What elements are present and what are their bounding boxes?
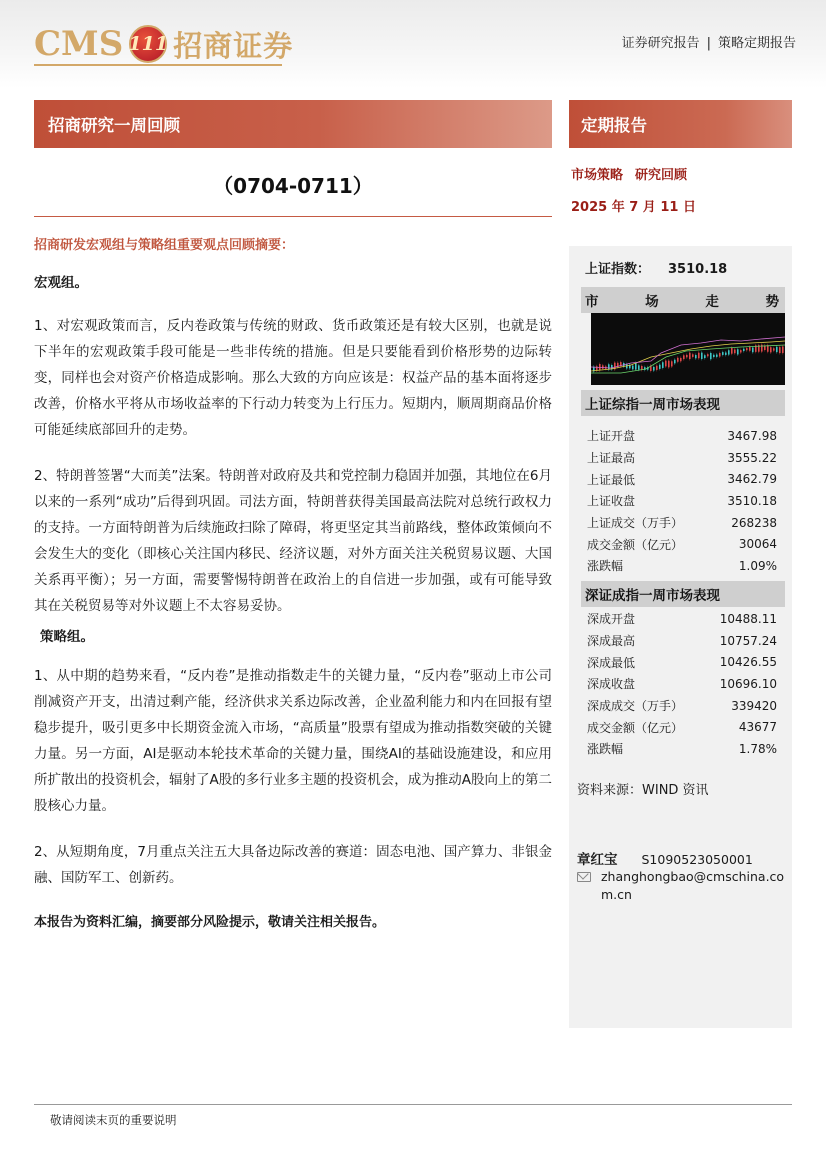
trend-char: 走 (705, 294, 719, 310)
index-summary (585, 258, 727, 277)
chart-candle (668, 361, 670, 368)
trend-char: 势 (765, 294, 779, 310)
macro-paragraph-1: 1、对宏观政策而言，反内卷政策与传统的财政、货币政策还是有较大区别，也就是说下半年的宏观政策手段可能是一些非传统的措施。但是只要能看到价格形势的边际转变，同样也会对资产价格造成影响。那么大致的方向应该是：权益产品的基本面将逐步改善，价格水平将从市场收益率的下行动力转变为上行压力。短期内，顺周期商品价格可能延续底部回升的走势。 (34, 318, 552, 438)
row-value: 1.78% (738, 741, 777, 756)
chart-candle (665, 361, 667, 367)
logo-badge-icon: 111 (129, 25, 167, 63)
row-label: 成交金额（亿元） (587, 537, 684, 552)
header-report-series: 策略定期报告 (717, 36, 796, 51)
row-label: 深成最低 (587, 655, 636, 670)
table-row (587, 716, 777, 738)
market-trend-chart (591, 313, 785, 385)
row-value: 339420 (731, 698, 777, 713)
chart-candle (782, 347, 784, 353)
table-row (587, 447, 777, 469)
chart-candle (719, 353, 721, 356)
row-label: 上证收盘 (587, 494, 636, 509)
chart-candle (683, 355, 685, 359)
row-label: 上证开盘 (587, 429, 636, 444)
row-label: 成交金额（亿元） (587, 720, 684, 735)
logo-chinese-text: 招商证券 (173, 28, 294, 63)
trend-char: 场 (645, 294, 659, 310)
author-email[interactable]: zhanghongbao@cmschina.com.cn (601, 869, 785, 902)
row-value: 3467.98 (727, 428, 777, 443)
table-row (587, 673, 777, 695)
chart-candle (728, 350, 730, 354)
chart-candle (749, 347, 751, 351)
chart-candle (677, 358, 679, 362)
chart-candle (656, 366, 658, 370)
row-label: 深成最高 (587, 634, 636, 649)
report-date: 2025 年 7 月 11 日 (571, 200, 696, 215)
row-value: 10488.11 (719, 611, 777, 626)
table-row (587, 630, 777, 652)
row-value: 3555.22 (727, 450, 777, 465)
chart-candle (722, 352, 724, 355)
sh-index-heading: 上证综指一周市场表现 (581, 390, 785, 416)
chart-candle (698, 353, 700, 359)
report-title: 招商研究一周回顾 (48, 116, 180, 135)
row-value: 10426.55 (719, 655, 777, 670)
row-value: 3510.18 (727, 493, 777, 508)
macro-section-heading: 宏观组。 (34, 275, 88, 291)
report-category (571, 164, 687, 183)
row-value: 3462.79 (727, 472, 777, 487)
chart-candle (740, 350, 742, 352)
chart-candle (680, 358, 682, 361)
market-trend-heading (581, 287, 785, 313)
row-value: 268238 (731, 515, 777, 530)
strategy-paragraph-2: 2、从短期角度，7月重点关注五大具备边际改善的赛道：固态电池、国产算力、非银金融、国防军工、创新药。 (34, 844, 552, 886)
chart-candle (689, 353, 691, 359)
report-type-label: 定期报告 (581, 116, 647, 135)
chart-candle (752, 348, 754, 353)
sz-index-table (587, 608, 777, 760)
index-value: 3510.18 (668, 262, 728, 277)
chart-candle (662, 362, 664, 368)
row-value: 1.09% (738, 558, 777, 573)
table-row (587, 533, 777, 555)
macro-paragraph-2: 2、特朗普签署“大而美”法案。特朗普对政府及共和党控制力稳固并加强，其地位在6月以来的一系列“成功”后得到巩固。司法方面，特朗普获得美国最高法院对总统行政权力的支持。一方面特朗普为后续施政扫除了障碍，将更坚定其当前路线，整体政策倾向不会发生大的变化（即核心关注国内移民、经济议题，对外方面关注关税贸易议题、大国关系再平衡）；另一方面，需要警惕特朗普在政治上的自信进一步加强，或有可能导致其在关税贸易等对外议题上不太容易妥协。 (34, 468, 552, 614)
footer-divider (34, 1104, 792, 1105)
author-name: 章红宝 (577, 852, 618, 868)
chart-candle (653, 367, 655, 371)
chart-candle (773, 348, 775, 350)
row-label: 深成开盘 (587, 612, 636, 627)
chart-candle (659, 365, 661, 369)
title-bar (34, 100, 552, 148)
row-value: 30064 (738, 537, 777, 552)
table-row (587, 555, 777, 577)
row-label: 上证最低 (587, 472, 636, 487)
chart-candle (776, 347, 778, 352)
row-label: 深成收盘 (587, 677, 636, 692)
row-label: 涨跌幅 (587, 742, 624, 757)
logo-cms-text: CMS (34, 24, 124, 64)
author-id: S1090523050001 (641, 852, 753, 867)
main-content (34, 226, 552, 930)
chart-candle (737, 349, 739, 354)
logo-underline (34, 64, 282, 66)
table-row (587, 651, 777, 673)
sidebar-meta (569, 148, 792, 246)
strategy-section-heading: 策略组。 (40, 629, 94, 645)
email-icon (577, 872, 591, 882)
report-category-2: 研究回顾 (635, 168, 688, 183)
chart-candle (743, 349, 745, 351)
report-category-1: 市场策略 (571, 168, 624, 183)
chart-candle (710, 353, 712, 359)
company-logo (34, 22, 293, 66)
chart-candle (686, 355, 688, 357)
footer-note: 敬请阅读末页的重要说明 (50, 1113, 177, 1127)
strategy-paragraph-1: 1、从中期的趋势来看，“反内卷”是推动指数走牛的关键力量，“反内卷”驱动上市公司削减资产开支，出清过剩产能，经济供求关系边际改善，企业盈利能力和内在回报有望稳步提升，吸引更多中长期资金流入市场，“高质量”股票有望成为推动指数突破的关键力量。另一方面，AI是驱动本轮技术革命的关键力量，围绕AI的基础设施建设，和应用所扩散出的投资机会，辐射了A股的多行业多主题的投资机会，成为推动A股向上的第二股核心力量。 (34, 668, 552, 814)
chart-candle (716, 355, 718, 357)
header-separator: | (706, 36, 711, 51)
report-type-bar (569, 100, 792, 148)
chart-candle (674, 360, 676, 364)
summary-heading: 招商研发宏观组与策略组重要观点回顾摘要： (34, 238, 295, 253)
author-line (577, 848, 753, 868)
chart-candle (671, 361, 673, 366)
row-label: 涨跌幅 (587, 559, 624, 574)
header-report-label (622, 32, 796, 51)
chart-candle (725, 353, 727, 355)
chart-candle (746, 348, 748, 350)
table-row (587, 738, 777, 760)
table-row (587, 512, 777, 534)
chart-candle (638, 365, 640, 369)
chart-candle (731, 348, 733, 354)
table-row (587, 468, 777, 490)
row-label: 上证最高 (587, 451, 636, 466)
data-source: 资料来源：WIND 资讯 (577, 783, 709, 798)
chart-candle (632, 366, 634, 370)
date-range-heading: （0704-0711） (213, 174, 373, 198)
chart-candle (602, 365, 604, 368)
chart-candle (635, 363, 637, 370)
row-value: 43677 (738, 720, 777, 735)
disclaimer: 本报告为资料汇编，摘要部分风险提示，敬请关注相关报告。 (34, 915, 386, 930)
row-value: 10757.24 (719, 633, 777, 648)
table-row (587, 490, 777, 512)
table-row (587, 425, 777, 447)
header-report-kind: 证券研究报告 (621, 36, 700, 51)
title-divider (34, 216, 552, 217)
sz-index-heading: 深证成指一周市场表现 (581, 581, 785, 607)
index-label: 上证指数： (585, 262, 651, 277)
chart-candle (701, 353, 703, 359)
chart-candle (770, 347, 772, 352)
table-row (587, 608, 777, 630)
chart-candle (707, 354, 709, 356)
trend-char: 市 (585, 294, 599, 310)
chart-candle (704, 355, 706, 358)
row-label: 深成成交（万手） (587, 699, 684, 714)
sidebar (569, 100, 792, 1028)
row-value: 10696.10 (719, 676, 777, 691)
row-label: 上证成交（万手） (587, 516, 684, 531)
sh-index-table (587, 425, 777, 577)
table-row (587, 695, 777, 717)
chart-candle (695, 355, 697, 358)
chart-candle (713, 355, 715, 357)
chart-candle (734, 350, 736, 354)
chart-candle (779, 347, 781, 353)
chart-candle (692, 354, 694, 357)
author-email-row (577, 868, 789, 904)
